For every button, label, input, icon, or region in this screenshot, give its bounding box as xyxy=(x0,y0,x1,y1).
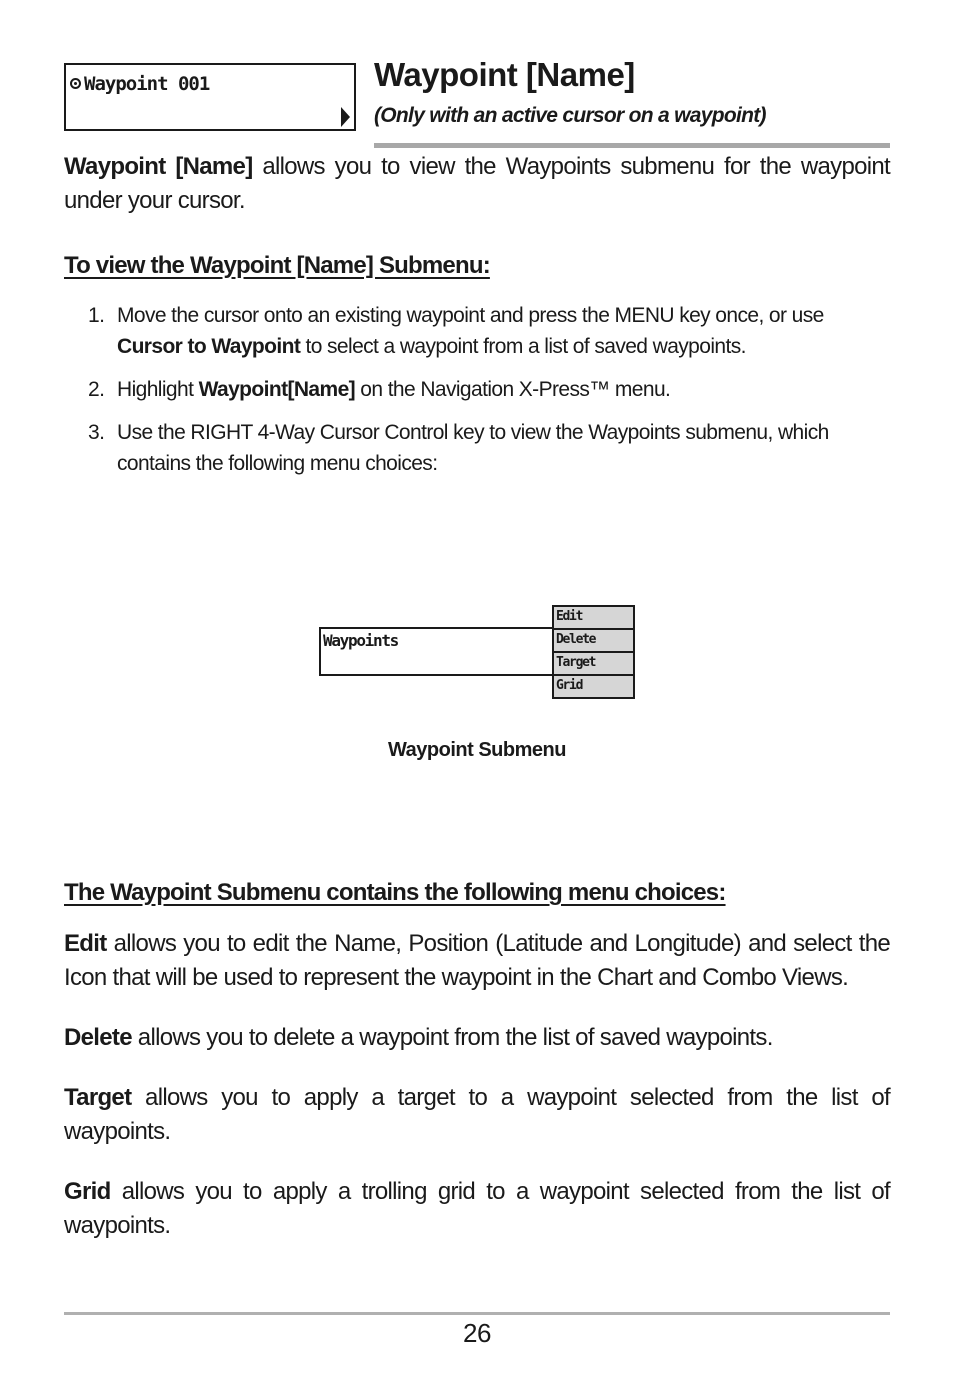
step-bold: Waypoint[Name] xyxy=(198,378,356,401)
figure-submenu xyxy=(552,605,635,699)
choice-term: Delete xyxy=(64,1024,132,1051)
choices-heading: The Waypoint Submenu contains the following menu choices: xyxy=(64,879,726,906)
waypoint-icon xyxy=(70,78,81,89)
step-text-end: to select a waypoint from a list of saved waypoints. xyxy=(300,335,746,358)
figure-caption: Waypoint Submenu xyxy=(388,739,566,761)
waypoint-menu-label xyxy=(70,73,209,95)
choice-term: Grid xyxy=(64,1178,111,1205)
choice-delete xyxy=(64,1021,890,1055)
title-divider xyxy=(374,143,890,148)
page-title: Waypoint [Name] xyxy=(374,56,635,93)
figure-menu-item-delete: Delete xyxy=(554,630,633,653)
step-bold: Cursor to Waypoint xyxy=(117,335,301,358)
choice-edit xyxy=(64,927,890,995)
figure-menu-item-grid: Grid xyxy=(556,678,583,693)
choice-term: Target xyxy=(64,1084,132,1111)
figure-menu-item-edit: Edit xyxy=(554,607,633,630)
procedure-heading: To view the Waypoint [Name] Submenu: xyxy=(64,252,490,279)
figure-waypoints-box xyxy=(319,627,553,676)
step-item xyxy=(88,374,888,405)
choice-target xyxy=(64,1081,890,1149)
choice-text: allows you to delete a waypoint from the list of saved waypoints. xyxy=(131,1024,773,1051)
step-item xyxy=(88,417,888,479)
page-subtitle: (Only with an active cursor on a waypoint) xyxy=(374,104,766,127)
step-number: 1. xyxy=(88,304,105,327)
step-text: Highlight xyxy=(117,378,199,401)
page-number: 26 xyxy=(463,1318,491,1348)
step-item xyxy=(88,300,888,362)
intro-term: Waypoint [Name] xyxy=(64,153,253,180)
step-number: 2. xyxy=(88,378,105,401)
waypoint-menu-box xyxy=(64,63,356,131)
intro-text: allows you to view the Waypoints submenu for the waypoint under your cursor. xyxy=(64,153,890,214)
choice-text: allows you to edit the Name, Position (Latitude and Longitude) and select the Icon that will be used to represent the waypoint in the Chart and Combo Views. xyxy=(64,930,890,991)
choice-text: allows you to apply a trolling grid to a waypoint selected from the list of waypoints. xyxy=(64,1178,890,1239)
intro-paragraph xyxy=(64,150,890,218)
step-text-end: on the Navigation X-Press™ menu. xyxy=(355,378,671,401)
right-arrow-icon xyxy=(341,107,350,127)
step-text: Move the cursor onto an existing waypoint and press the MENU key once, or use xyxy=(117,304,824,327)
choice-text: allows you to apply a target to a waypoint selected from the list of waypoints. xyxy=(64,1084,890,1145)
step-text: Use the RIGHT 4-Way Cursor Control key to view the Waypoints submenu, which contains the following menu choices: xyxy=(117,421,829,475)
figure-menu-item-target: Target xyxy=(554,653,633,676)
choice-term: Edit xyxy=(64,930,107,957)
footer-divider xyxy=(64,1312,890,1315)
figure-waypoints-label: Waypoints xyxy=(323,631,398,650)
waypoint-menu-text: Waypoint 001 xyxy=(84,73,210,95)
choice-grid xyxy=(64,1175,890,1243)
procedure-steps xyxy=(88,300,888,491)
step-number: 3. xyxy=(88,421,105,444)
